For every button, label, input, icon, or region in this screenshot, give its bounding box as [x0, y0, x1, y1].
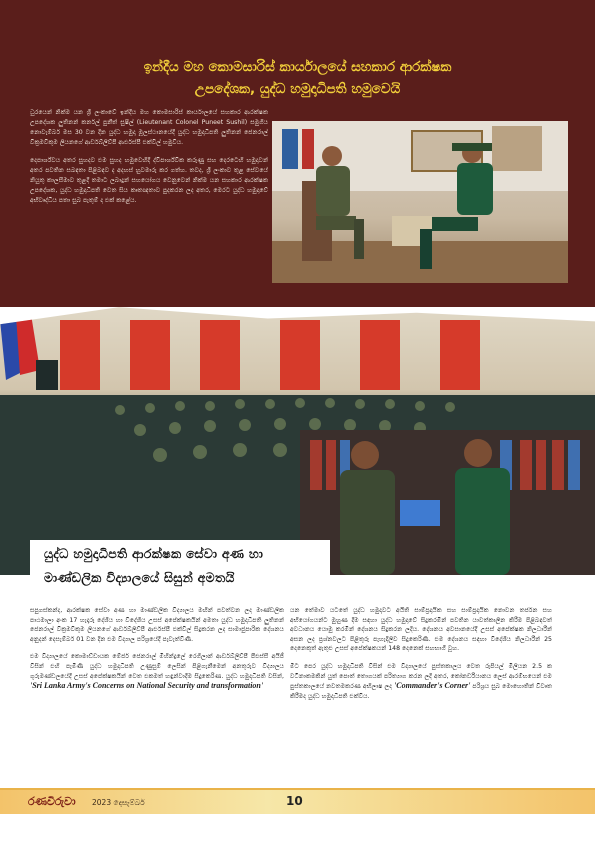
feature-quote: 'Sri Lanka Army's Concerns on National Security and transformation' — [30, 681, 264, 691]
top-article-paragraph: ධුරයෙන් නික්ම යන ශ්‍රී ලංකාවේ ඉන්දීය මහ කොමසාරිස් කාර්යාලයේ සහකාර ආරක්ෂක උපදේශක ලුතිනන් කර්නල් පුනීත් සුෂිල් (Lieutenant Colonel Puneet Sushil) සමුගිය නොවැම්බර් මස 30 වන දින යුද්ධ හමුදා මූලස්ථානයේදී යුද්ධ හමුදාධිපති ලුතිනන් ජෙනරාල් වික්‍රමවිකුම ලියනගේ ආර්ඩබ්ලිව්පී ආර්එස්පී එක්වීල් හමුවිය. — [30, 109, 268, 146]
feature-paragraph-text: මීට පෙර යුද්ධ හමුදාධිපති විසින් එම විද්‍යාලයේ පුස්තකාලය වෙත රුපියල් මිලියන 2.5 ක වටිනාකමකින් යුත් පොත් තොගයක් පරිත්‍යාග කරන ලදි අතර, කෝනර්ඩියානය ලෙස් ආරම්භයෙන් එම පුස්තකාලයේ නවතමකරණ අභිලාෂ ලද — [290, 662, 552, 691]
page-footer — [0, 788, 595, 814]
feature-paragraph-text: එම විද්‍යාලයේ කොමාඩ්ඩායක මේජර් ජෙනරාල් මිහින්ද්‍රලේ රෙගිලාන් ආර්ඩබ්ලිව්පී පීඑස්සී අයිජී විසින් එහි පැමිණි යුද්ධ හමුදාධිපති උණුසුම් ලෙසින් පිළිගැනීමෙන් අනතුරුව විද්‍යාලය ගුරුමණ්ඩලයේදී උසස් අපේක්ෂකයින් වෙත එකමත් හඳුන්වාදීම සිදුකෙරිණ. යුද්ධ හමුදාධිපති වසින්, — [30, 653, 284, 680]
top-article-title-line2: උපදේශක, යුද්ධ හමුදාධිපති හමුවෙයි — [194, 81, 401, 97]
feature-paragraph: සපුගස්කන්ද, ආරක්ෂක සේවා අණ හා මාණ්ඩලික විද්‍යාලය මඟින් පවත්වන ලද මාණ්ඩලික පාඨමාලා අංක 17 හැදෑරූ දේශීය හා විදේශීය උසස් අපේක්ෂකයින් අමතා යුද්ධ හමුදාධිපති ලුතිනන් ජෙනරාල් වික්‍රමවිකුම ලියනගේ ආර්ඩබ්ලිව්පී ආර්එස්පී එක්වීල් සිදුකරන ලද සාමාජුපාරික දේශනය අනුදන් දෙසැම්බර් 01 වන දින එම විද්‍යාල පරිශ්‍රයේදී පැවැත්විණි. — [30, 607, 284, 643]
lecture-hall-illustration — [0, 290, 595, 575]
magazine-brand: රණවිරුවා — [28, 795, 76, 808]
feature-headline-line1: යුද්ධ හමුදාධිපති ආරක්ෂක සේවා අණ හා — [44, 546, 264, 561]
meeting-photo-illustration — [272, 121, 568, 283]
feature-quote: 'Commander's Corner' — [394, 681, 471, 691]
top-article-body — [30, 108, 268, 214]
lecture-hall-photo — [0, 290, 595, 575]
feature-column-right — [290, 606, 552, 709]
top-article-paragraph: දෙපාර්ශ්වය අතර සුහදව එම සුහද හමුවෙහිදී ද්විපාර්ශ්වික කරුණු සහ දෙරටෙහි හමුදාවන් අතර පවතින සබඳතා පිළිබඳව ද අදහස් හුවමාරු කර ගත්හ. තවද, ශ්‍රී ලංකාව තුළ සේවයේ නියුතු කාලසීමාව තුළදී තමාට ලබාදුන් සහයෝගය වෙනුවෙන් නික්ම යන සහකාර ආරක්ෂක උපදේශක, යුද්ධ හමුදාධිපති වෙත සිය කෘතඥතාව පුදකරන ලද අතර, මෙරට යුද්ධ හමුදාවේ අභිවෘද්ධිය පතා සුබ පැතුම් ද එක් කළේය. — [30, 157, 268, 204]
top-article-title — [30, 56, 565, 100]
feature-paragraph: යන තේමාව යටතේ යුද්ධ හමුදාවට අයිති සාම්ප්‍රදායික සහ සාම්ප්‍රදායික නොවන තර්ජන සහ අභියෝගයන්ට මුහුණ දීම සඳහා යුද්ධ හමුදාවේ සිදුකරමින් පවතින යාවත්කාලීන කිරීම පිළිබඳවත් අවධානය යොමු කරමින් දේශනය සිදුකරන ලදිය. දේශනය අවසානයේදී උසස් අපේක්ෂක නිලධාරීන් අසන ලද ප්‍රශ්නවලට පිළිතුරු පැහැදිලිව සිදුකෙරිණි. එම දේශනය සඳහා විදේශීය නිලධාරීන් 25 දෙනෙකුත් ඇතුළු උසස් අපේක්ෂකයන් 148 දෙනෙක් සහභාගී වූහ. — [290, 607, 552, 653]
feature-paragraph — [30, 652, 284, 691]
issue-date: 2023 දෙසැම්බර් — [92, 798, 145, 807]
feature-paragraph — [290, 662, 552, 701]
feature-headline — [44, 542, 324, 590]
feature-column-left — [30, 606, 284, 700]
feature-headline-line2: මාණ්ඩලික විද්‍යාලයේ සිසුන් අමතයි — [44, 570, 235, 585]
feature-paragraph-tail: පරිශ්‍රය සුබ මොහොතින් විවෘත කිරීමද යුද්ධ හමුදාධිපති එක්විය. — [290, 683, 552, 700]
page-number: 10 — [286, 794, 303, 808]
meeting-photo — [272, 121, 568, 283]
top-article-title-line1: ඉන්දීය මහ කොමසාරිස් කාර්යාලයේ සහකාර ආරක්ෂක — [143, 59, 452, 75]
